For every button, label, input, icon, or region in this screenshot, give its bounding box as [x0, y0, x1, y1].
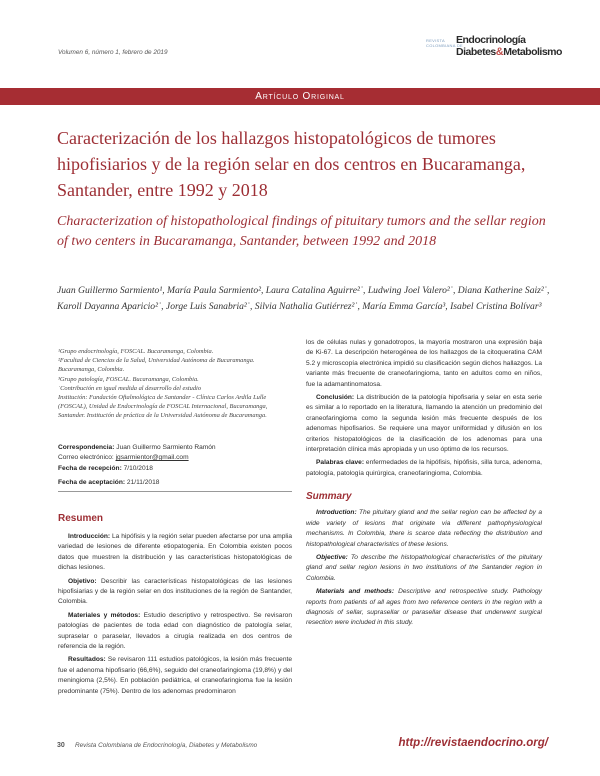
summary-methods [306, 587, 542, 629]
divider [58, 491, 292, 492]
resumen-conclusion-text: La distribución de la patología hipofisaria y selar en esta serie es similar a lo reportado en la literatura, llamando la atención un predominio del craneofaringioma como la segunda lesión más frecuente después de los adenomas hipofisarios. Se requiere una mayor uniformidad y difusión en los criterios histopatológicos de la clasificación de los adenomas para una interpretación clínica más apropiada y un uso óptimo de los recursos. [306, 394, 542, 454]
correspondence-label: Correspondencia: [58, 444, 115, 451]
received-value: 7/10/2018 [123, 465, 153, 472]
affiliations [58, 347, 288, 421]
logo-line-2 [456, 46, 562, 58]
logo-line-1: Endocrinología [456, 34, 526, 46]
title-english: Characterization of histopathological findings of pituitary tumors and the sellar region of two centers in Bucaramanga, Santander, between 1992 and 2018 [57, 214, 546, 249]
resumen-results [58, 655, 292, 697]
left-column [58, 513, 292, 700]
resumen-intro [58, 532, 292, 574]
summary-objective-text: To describe the histopathological characteristics of the pituitary gland and sellar region lesions in two institutions of the Santander region in Colombia. [306, 553, 542, 582]
journal-url-link[interactable]: http://revistaendocrino.org/ [398, 737, 548, 749]
resumen-objective-text: Describir las características histopatológicas de las lesiones hipofisiarias y de la región selar en dos instituciones de la región de Santander, Colombia. [58, 577, 292, 606]
page-number: 30 [57, 742, 65, 749]
authors: Juan Guillermo Sarmiento¹, María Paula Sarmiento², Laura Catalina Aguirre²˙, Ludwing Joel Valero²˙, Diana Katherine Saiz²˙, Karoll Dayanna Aparicio²˙, Jorge Luis Sanabria²˙, Silvia Nathalia Gutiérrez²˙, María Emma García³, Isabel Cristina Bolívar³ [57, 285, 550, 312]
resumen-keywords-label: Palabras clave: [316, 459, 365, 467]
resumen-results-label: Resultados: [68, 656, 106, 664]
email-link[interactable]: jgsarmientor@gmail.com [115, 454, 189, 461]
logo-metabolismo: Metabolismo [503, 46, 562, 58]
correspondence [58, 443, 288, 454]
resumen-results-text: Se revisaron 111 estudios patológicos, la lesión más frecuente fue el adenoma hipofisario (66,6%), seguido del craneofaringioma (19,8%) y del meningioma (2,5%). En población pediátrica, el craneofaringioma fue la lesión predominante (75%). Dentro de los adenomas predominaron [58, 656, 292, 695]
title-spanish: Caracterización de los hallazgos histopatológicos de tumores hipofisiarios y de la región selar en dos centros en Bucaramanga, Santander, entre 1992 y 2018 [57, 128, 526, 200]
affiliation-2: ²Facultad de Ciencias de la Salud, Universidad Autónoma de Bucaramanga. Bucaramanga, Colombia. [58, 357, 255, 374]
summary-intro-text: The pituitary gland and the sellar region can be affected by a wide variety of lesions that originate via different pathophysiological mechanisms. In Colombia, there is scarce data reflecting the distribution and histopathological characteristics of these lesions. [306, 509, 542, 548]
affiliation-3: ³Grupo patología, FOSCAL. Bucaramanga, Colombia. [58, 375, 199, 383]
resumen-methods-text: Estudio descriptivo y retrospectivo. Se revisaron patologías de pacientes de toda edad con diagnóstico de patología selar, supraselar o paraselar, llevados a cirugía realizada en dos centros de referencia de la región. [58, 611, 292, 651]
resumen-conclusion [306, 393, 542, 455]
summary-objective [306, 553, 542, 584]
email-label: Correo electrónico: [58, 454, 114, 461]
volume-info: Volumen 6, número 1, febrero de 2019 [58, 49, 168, 56]
resumen-intro-text: La hipófisis y la región selar pueden afectarse por una amplia variedad de lesiones de diferente etiopatogenia. En Colombia existen pocos datos que muestren la distribución y las características histopatológicas de dichas lesiones. [58, 533, 292, 572]
logo-amp: & [495, 46, 504, 58]
resumen-objective [58, 577, 292, 608]
email [58, 453, 288, 464]
logo-diabetes: Diabetes [456, 46, 496, 58]
accepted-date [58, 478, 288, 489]
summary-intro-label: Introduction: [316, 509, 357, 517]
resumen-heading: Resumen [58, 513, 104, 524]
summary-objective-label: Objective: [316, 553, 348, 561]
accepted-label: Fecha de aceptación: [58, 479, 126, 486]
resumen-results-continued: los de células nulas y gonadotropos, la mayoría mostraron una expresión baja de Ki-67. La descripción heterogénea de los hallazgos de la citoqueratina CAM 5.2 y microscopía electrónica impidió su clasificación según dichos hallazgos. La variante más frecuente de craneofaringioma, tanto en adultos como en niños, fue la adamantinomatosa. [306, 339, 542, 388]
summary-intro [306, 508, 542, 550]
resumen-methods [58, 611, 292, 653]
logo-small-line-2: COLOMBIANA DE [426, 43, 464, 48]
right-column [306, 338, 542, 632]
correspondence-value: Juan Guillermo Sarmiento Ramón [116, 444, 216, 451]
affiliation-note: ˙Contribución en igual medida al desarrollo del estudio [58, 384, 202, 392]
journal-name: Revista Colombiana de Endocrinología, Diabetes y Metabolismo [75, 742, 258, 749]
resumen-intro-label: Introducción: [68, 533, 111, 540]
logo-small-line-1: REVISTA [426, 38, 445, 43]
resumen-methods-label: Materiales y métodos: [68, 611, 141, 619]
institution: Institución: Fundación Oftalmológica de Santander - Clínica Carlos Ardila Lulle (FOSCAL), Unidad de Endocrinología de FOSCAL Internacional, Bucaramanga, Santander. Institución de práctica de la Universidad Autónoma de Bucaramanga. [58, 394, 268, 420]
resumen-keywords-text: enfermedades de la hipófisis, hipófisis, silla turca, adenoma, patología, patología quirúrgica, craneofaringioma, Colombia. [306, 459, 542, 477]
summary-methods-text: Descriptive and retrospective study. Pathology reports from patients of all ages from two reference centers in the region with a diagnosis of sellar, suprasellar or parasellar disease that underwent surgical resection were included in this study. [306, 588, 542, 627]
received-label: Fecha de recepción: [58, 465, 122, 472]
affiliation-1: ¹Grupo endocrinología, FOSCAL. Bucaramanga, Colombia. [58, 348, 214, 355]
resumen-objective-label: Objetivo: [68, 577, 97, 585]
summary-heading: Summary [306, 491, 352, 503]
resumen-conclusion-label: Conclusión: [316, 394, 355, 402]
journal-logo [426, 34, 566, 64]
received-date [58, 464, 288, 475]
summary-methods-label: Materials and methods: [316, 588, 395, 596]
accepted-value: 21/11/2018 [126, 479, 160, 486]
resumen-keywords [306, 458, 542, 479]
article-type-label: Artículo Original [255, 91, 345, 102]
